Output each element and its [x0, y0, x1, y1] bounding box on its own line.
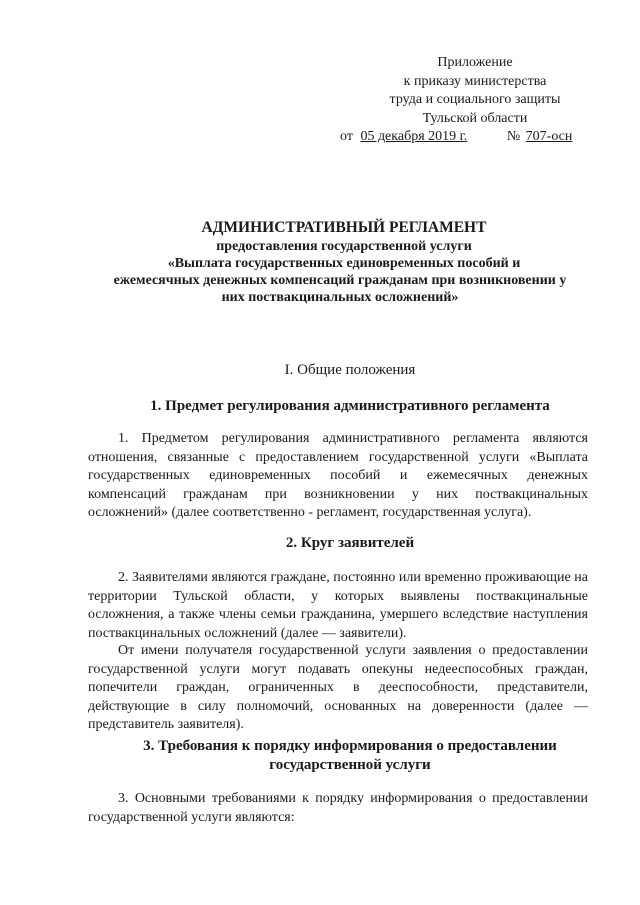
title-line: «Выплата государственных единовременных пособий и [167, 256, 521, 271]
subsection-heading: 2. Круг заявителей [285, 535, 415, 551]
subsection-heading [70, 737, 630, 775]
paragraph [88, 790, 588, 827]
section-heading: I. Общие положения [284, 362, 416, 378]
subsection-heading: 1. Предмет регулирования административного регламента [150, 398, 550, 414]
order-date-line [340, 128, 610, 147]
date-prefix: от [340, 129, 353, 144]
order-number: 707-осн [525, 129, 573, 144]
appendix-line: труда и социального защиты [389, 92, 561, 107]
title-line: ежемесячных денежных компенсаций гражданам при возникновении у [113, 273, 567, 288]
paragraph [88, 642, 588, 735]
paragraph-text: 3. Основными требованиями к порядку информирования о предоставлении государственной услуги являются: [88, 791, 588, 825]
paragraph-text: От имени получателя государственной услуги заявления о предоставлении государственной услуги могут подавать опекуны недееспособных граждан, попечители граждан, ограниченных в дееспособности, представители, действующие в силу полномочий, основанных на доверенности (далее — представитель заявителя). [88, 643, 588, 732]
paragraph-text: 1. Предметом регулирования административного регламента являются отношения, связанные с предоставлением государственной услуги «Выплата государственных единовременных пособий и ежемесячных денежных компенсаций гражданам при возникновении у них поствакцинальных осложнений» (далее соответственно - регламент, государственная услуга). [88, 431, 588, 520]
title-main: АДМИНИСТРАТИВНЫЙ РЕГЛАМЕНТ [201, 219, 487, 236]
number-prefix: № [506, 129, 521, 144]
document-title [40, 218, 600, 306]
subsection-heading-line: 3. Требования к порядку информирования о предоставлении [143, 738, 557, 754]
appendix-block [340, 54, 610, 147]
paragraph-text: 2. Заявителями являются граждане, постоянно или временно проживающие на территории Тульской области, у которых выявлены поствакцинальные осложнения, а также члены семьи гражданина, умершего вследствие наступления поствакцинальных осложнений (далее — заявители). [88, 570, 588, 641]
subsection-heading-line: государственной услуги [269, 757, 431, 773]
paragraph [88, 569, 588, 643]
order-date: 05 декабря 2019 г. [360, 129, 468, 144]
title-line: них поствакцинальных осложнений» [221, 290, 459, 305]
appendix-line: к приказу министерства [403, 73, 547, 89]
paragraph [88, 430, 588, 523]
appendix-line: Тульской области [422, 110, 528, 126]
appendix-line: Приложение [437, 55, 513, 70]
title-line: предоставления государственной услуги [216, 239, 472, 254]
